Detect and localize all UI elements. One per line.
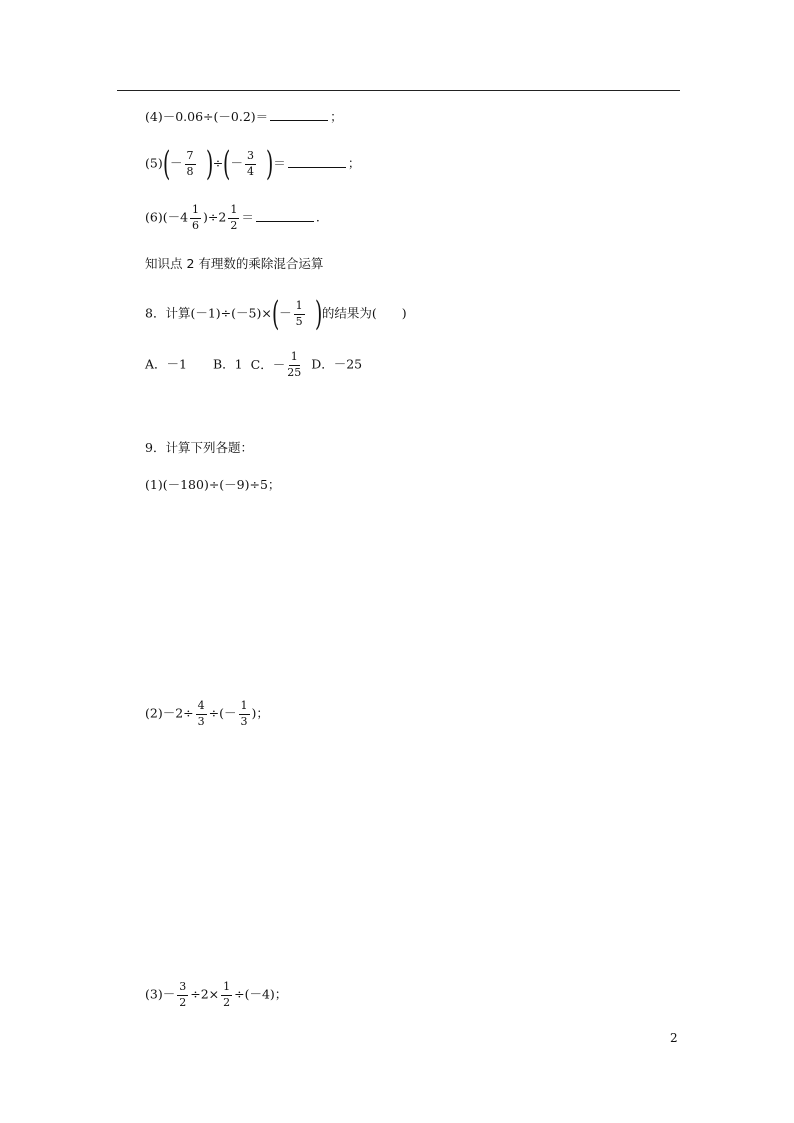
fraction xyxy=(196,700,207,728)
subproblem-2-mid: ÷(－ xyxy=(208,705,237,721)
denominator: 25 xyxy=(287,365,302,379)
subproblem-3 xyxy=(145,981,287,1009)
denominator: 2 xyxy=(179,995,187,1009)
subproblem-2 xyxy=(145,700,269,728)
fraction xyxy=(239,700,250,728)
page-number: 2 xyxy=(670,1031,678,1045)
answer-blank[interactable] xyxy=(270,110,328,121)
problem-5 xyxy=(145,144,361,184)
numerator: 7 xyxy=(185,150,196,165)
subproblem-3-mid: ÷2× xyxy=(190,986,220,1002)
denominator: 2 xyxy=(230,218,238,232)
denominator: 8 xyxy=(186,164,194,178)
problem-5-label: (5) xyxy=(145,155,163,171)
subproblem-2-end: )； xyxy=(251,705,269,721)
sign: － xyxy=(279,305,292,321)
fraction xyxy=(190,204,201,232)
right-paren: ) xyxy=(266,144,274,184)
sign: － xyxy=(230,155,244,171)
question-8-options xyxy=(145,351,362,379)
denominator: 5 xyxy=(295,314,303,328)
problem-4-text: (4)－0.06÷(－0.2)＝ xyxy=(145,109,269,124)
operator: ÷ xyxy=(212,155,224,171)
question-8 xyxy=(145,294,407,334)
numerator: 1 xyxy=(289,351,300,366)
option-c[interactable] xyxy=(250,350,304,379)
left-paren: ( xyxy=(271,294,280,334)
numerator: 1 xyxy=(190,204,201,219)
numerator: 1 xyxy=(228,204,239,219)
denominator: 3 xyxy=(240,714,248,728)
right-paren: ) xyxy=(205,144,213,184)
numerator: 3 xyxy=(177,981,188,996)
fraction xyxy=(294,300,305,328)
numerator: 1 xyxy=(221,981,232,996)
fraction xyxy=(228,204,239,232)
equals: ＝ xyxy=(241,209,254,225)
option-c-label: C．－ xyxy=(250,356,286,372)
subproblem-1: (1)(－180)÷(－9)÷5； xyxy=(145,477,281,492)
subproblem-3-end: ÷(－4)； xyxy=(234,986,288,1002)
numerator: 4 xyxy=(196,700,207,715)
question-9-stem: 9．计算下列各题： xyxy=(145,440,253,455)
problem-4 xyxy=(145,110,343,124)
question-8-tail: 的结果为( ) xyxy=(321,305,407,321)
problem-6-label: (6)(－4 xyxy=(145,209,189,225)
option-a[interactable]: A．－1 xyxy=(145,356,187,372)
fraction xyxy=(185,150,196,178)
left-paren: ( xyxy=(223,144,231,184)
problem-6 xyxy=(145,204,320,232)
option-b[interactable]: B．1 xyxy=(212,356,243,372)
fraction xyxy=(177,981,188,1009)
problem-6-mid: )÷2 xyxy=(203,209,227,225)
problem-5-end: ； xyxy=(347,155,361,171)
answer-blank[interactable] xyxy=(256,211,314,222)
section-heading: 知识点 2 有理数的乘除混合运算 xyxy=(145,256,324,271)
header-rule xyxy=(117,90,680,91)
sign: － xyxy=(169,155,183,171)
problem-6-end: . xyxy=(315,209,320,225)
answer-blank[interactable] xyxy=(288,157,346,168)
denominator: 2 xyxy=(223,995,231,1009)
left-paren: ( xyxy=(162,144,170,184)
option-d[interactable]: D．－25 xyxy=(311,356,363,372)
fraction xyxy=(287,351,301,379)
right-paren: ) xyxy=(314,294,322,334)
subproblem-2-pre: (2)－2÷ xyxy=(145,705,194,721)
numerator: 1 xyxy=(294,300,305,315)
fraction xyxy=(221,981,232,1009)
denominator: 6 xyxy=(192,218,200,232)
numerator: 1 xyxy=(239,700,250,715)
problem-4-end: ； xyxy=(330,109,343,124)
question-8-stem: 8．计算(－1)÷(－5)× xyxy=(145,305,272,321)
fraction xyxy=(245,150,256,178)
denominator: 4 xyxy=(247,164,255,178)
subproblem-3-pre: (3)－ xyxy=(145,986,176,1002)
denominator: 3 xyxy=(197,714,205,728)
equals: ＝ xyxy=(273,155,286,171)
numerator: 3 xyxy=(245,150,256,165)
